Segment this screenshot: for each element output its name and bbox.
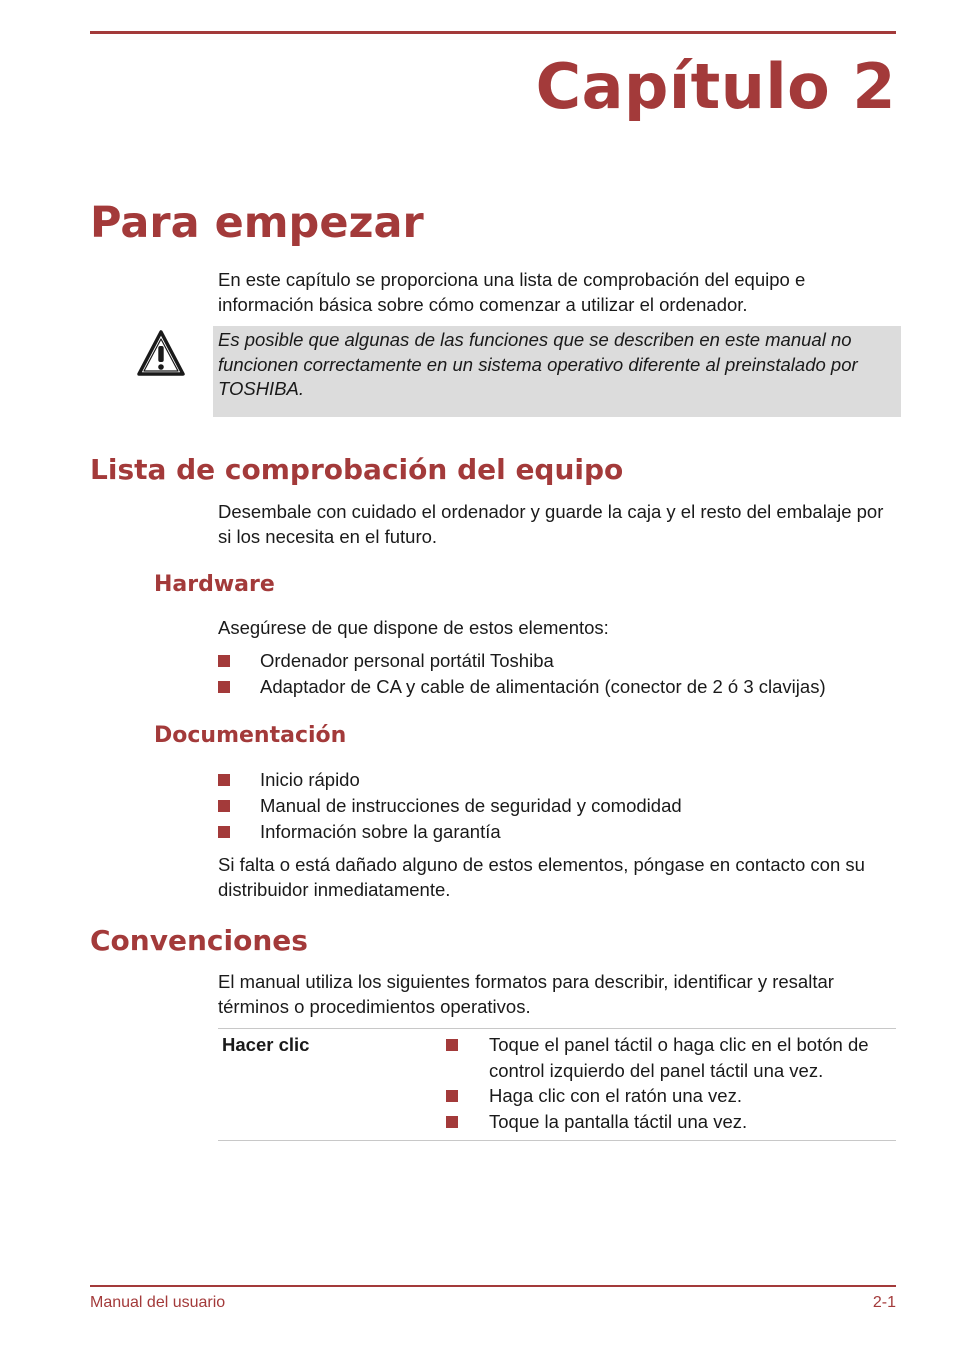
top-rule xyxy=(90,31,896,34)
page-title: Para empezar xyxy=(90,198,424,248)
documentation-paragraph: Si falta o está dañado alguno de estos elementos, póngase en contacto con su distribuidor inmediatamente. xyxy=(218,854,865,900)
warning-triangle-icon xyxy=(136,329,186,379)
convention-description-list xyxy=(446,1032,896,1134)
intro-paragraph: En este capítulo se proporciona una lista de comprobación del equipo e información básica sobre cómo comenzar a utilizar el ordenador. xyxy=(218,269,806,315)
hardware-heading: Hardware xyxy=(154,572,275,597)
bullet-square-icon xyxy=(218,774,230,786)
bullet-square-icon xyxy=(446,1116,458,1128)
list-item: Ordenador personal portátil Toshiba xyxy=(218,648,826,674)
bullet-square-icon xyxy=(218,655,230,667)
bullet-square-icon xyxy=(218,800,230,812)
hardware-paragraph: Asegúrese de que dispone de estos elementos: xyxy=(218,617,609,638)
checklist-heading: Lista de comprobación del equipo xyxy=(90,453,624,486)
conventions-table xyxy=(218,1028,896,1141)
list-item: Toque la pantalla táctil una vez. xyxy=(446,1109,896,1135)
footer-rule xyxy=(90,1285,896,1287)
documentation-heading: Documentación xyxy=(154,723,347,748)
list-item: Manual de instrucciones de seguridad y comodidad xyxy=(218,793,682,819)
note-text: Es posible que algunas de las funciones que se describen en este manual no funcionen correctamente en un sistema operativo diferente al preinstalado por TOSHIBA. xyxy=(218,329,858,399)
list-item: Inicio rápido xyxy=(218,767,682,793)
bullet-square-icon xyxy=(446,1090,458,1102)
bullet-square-icon xyxy=(218,826,230,838)
list-item: Haga clic con el ratón una vez. xyxy=(446,1083,896,1109)
list-item: Adaptador de CA y cable de alimentación (conector de 2 ó 3 clavijas) xyxy=(218,674,826,700)
checklist-paragraph: Desembale con cuidado el ordenador y guarde la caja y el resto del embalaje por si los necesita en el futuro. xyxy=(218,501,884,547)
hardware-list xyxy=(218,648,826,700)
list-item: Toque el panel táctil o haga clic en el botón de control izquierdo del panel táctil una vez. xyxy=(446,1032,896,1083)
chapter-title: Capítulo 2 xyxy=(535,50,896,123)
footer-page-number: 2-1 xyxy=(872,1294,896,1311)
bullet-square-icon xyxy=(218,681,230,693)
documentation-list xyxy=(218,767,682,845)
footer-manual-name: Manual del usuario xyxy=(90,1294,226,1311)
convention-term: Hacer clic xyxy=(222,1034,310,1055)
note-box xyxy=(213,326,901,417)
bullet-square-icon xyxy=(446,1039,458,1051)
list-item: Información sobre la garantía xyxy=(218,819,682,845)
conventions-heading: Convenciones xyxy=(90,924,308,957)
conventions-paragraph: El manual utiliza los siguientes formatos para describir, identificar y resaltar términos o procedimientos operativos. xyxy=(218,971,834,1017)
